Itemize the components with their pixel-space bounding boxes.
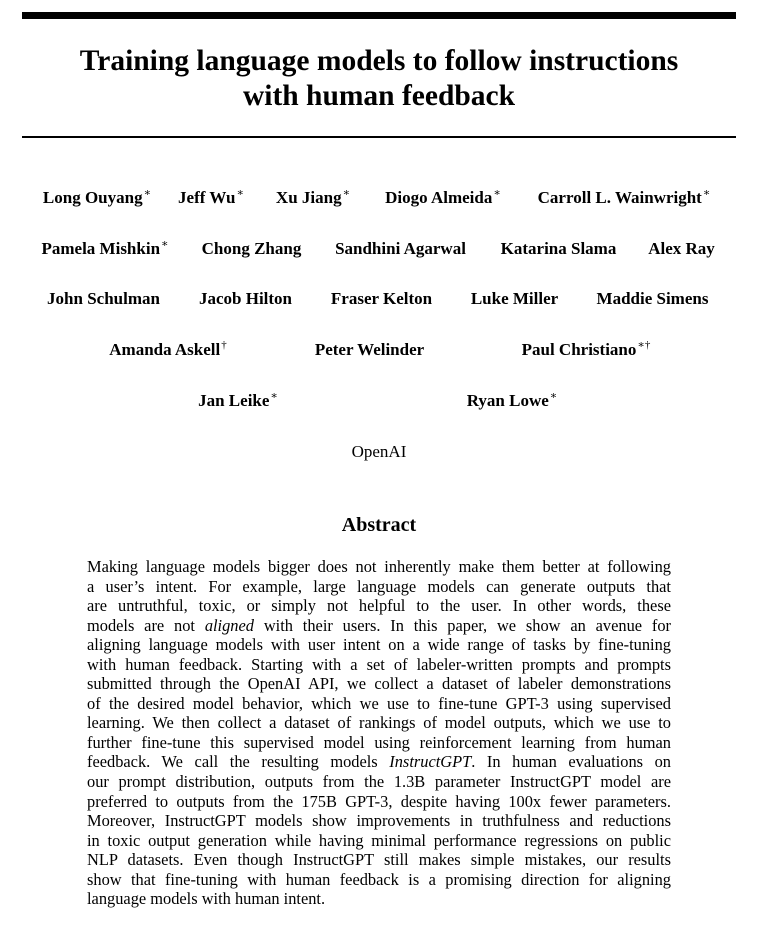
author: Peter Welinder bbox=[314, 340, 425, 359]
author: Luke Miller bbox=[470, 289, 559, 308]
author: Diogo Almeida∗ bbox=[385, 187, 501, 207]
author: Paul Christiano∗† bbox=[521, 339, 651, 359]
title-line: Training language models to follow instructions bbox=[79, 45, 679, 77]
abstract-line: are untruthful, toxic, or simply not helpful to the user. In other words, these bbox=[87, 596, 671, 616]
author: Carroll L. Wainwright∗ bbox=[537, 187, 711, 207]
abstract-line: submitted through the OpenAI API, we collect a dataset of labeler demonstrations bbox=[87, 674, 671, 694]
abstract-line: our prompt distribution, outputs from the 1.3B parameter InstructGPT model are bbox=[87, 772, 671, 792]
author: Jan Leike∗ bbox=[198, 390, 278, 410]
emphasis: aligned bbox=[204, 615, 254, 635]
author: Jacob Hilton bbox=[198, 289, 293, 308]
abstract-line: a user’s intent. For example, large language models can generate outputs that bbox=[87, 576, 671, 596]
abstract-line: Making language models bigger does not inherently make them better at following bbox=[87, 557, 671, 576]
abstract-line: show that fine-tuning with human feedback is a promising direction for aligning bbox=[87, 869, 671, 889]
title-rule bbox=[22, 136, 736, 138]
abstract-line: with human feedback. Starting with a set of labeler-written prompts and prompts bbox=[87, 654, 671, 674]
author: Katarina Slama bbox=[500, 239, 617, 258]
top-rule bbox=[22, 12, 736, 19]
author: Chong Zhang bbox=[201, 239, 302, 258]
abstract-line: preferred to outputs from the 175B GPT-3, despite having 100x fewer parameters. bbox=[87, 791, 671, 811]
author: Fraser Kelton bbox=[330, 289, 433, 308]
paper-title bbox=[22, 44, 736, 114]
author: Ryan Lowe∗ bbox=[466, 390, 558, 410]
author: Jeff Wu∗ bbox=[178, 187, 244, 207]
author-row-2 bbox=[22, 237, 736, 261]
author-row-1 bbox=[22, 186, 736, 210]
affiliation: OpenAI bbox=[351, 442, 407, 461]
abstract-heading: Abstract bbox=[341, 514, 417, 536]
abstract-line: feedback. We call the resulting models InstructGPT. In human evaluations on bbox=[87, 752, 671, 772]
abstract-line: of the desired model behavior, which we use to fine-tune GPT-3 using supervised bbox=[87, 693, 671, 713]
author: Long Ouyang∗ bbox=[42, 187, 152, 207]
abstract-line: Moreover, InstructGPT models show improvements in truthfulness and reductions bbox=[87, 811, 671, 831]
author: Xu Jiang∗ bbox=[275, 187, 351, 207]
author: Pamela Mishkin∗ bbox=[41, 238, 169, 258]
emphasis: InstructGPT bbox=[389, 752, 472, 772]
abstract-line: models are not aligned with their users. In this paper, we show an avenue for bbox=[87, 615, 672, 635]
abstract-line: further fine-tune this supervised model using reinforcement learning from human bbox=[87, 732, 671, 752]
author-row-5 bbox=[22, 389, 736, 413]
author-row-3 bbox=[22, 287, 736, 311]
author: Sandhini Agarwal bbox=[335, 239, 466, 258]
author: Maddie Simens bbox=[596, 289, 709, 308]
author: Alex Ray bbox=[648, 239, 715, 258]
author: John Schulman bbox=[47, 289, 160, 308]
abstract-line: in toxic output generation while having minimal performance regressions on public bbox=[87, 830, 671, 850]
author-row-4 bbox=[22, 338, 736, 362]
author: Amanda Askell† bbox=[109, 339, 227, 359]
abstract-body bbox=[87, 557, 671, 909]
title-line: with human feedback bbox=[242, 80, 516, 112]
abstract-line: aligning language models with user intent on a wide range of tasks by fine-tuning bbox=[87, 635, 671, 655]
abstract-line: NLP datasets. Even though InstructGPT still makes simple mistakes, our results bbox=[87, 850, 671, 870]
abstract-line: language models with human intent. bbox=[87, 889, 326, 909]
abstract-line: learning. We then collect a dataset of rankings of model outputs, which we use to bbox=[87, 713, 671, 733]
